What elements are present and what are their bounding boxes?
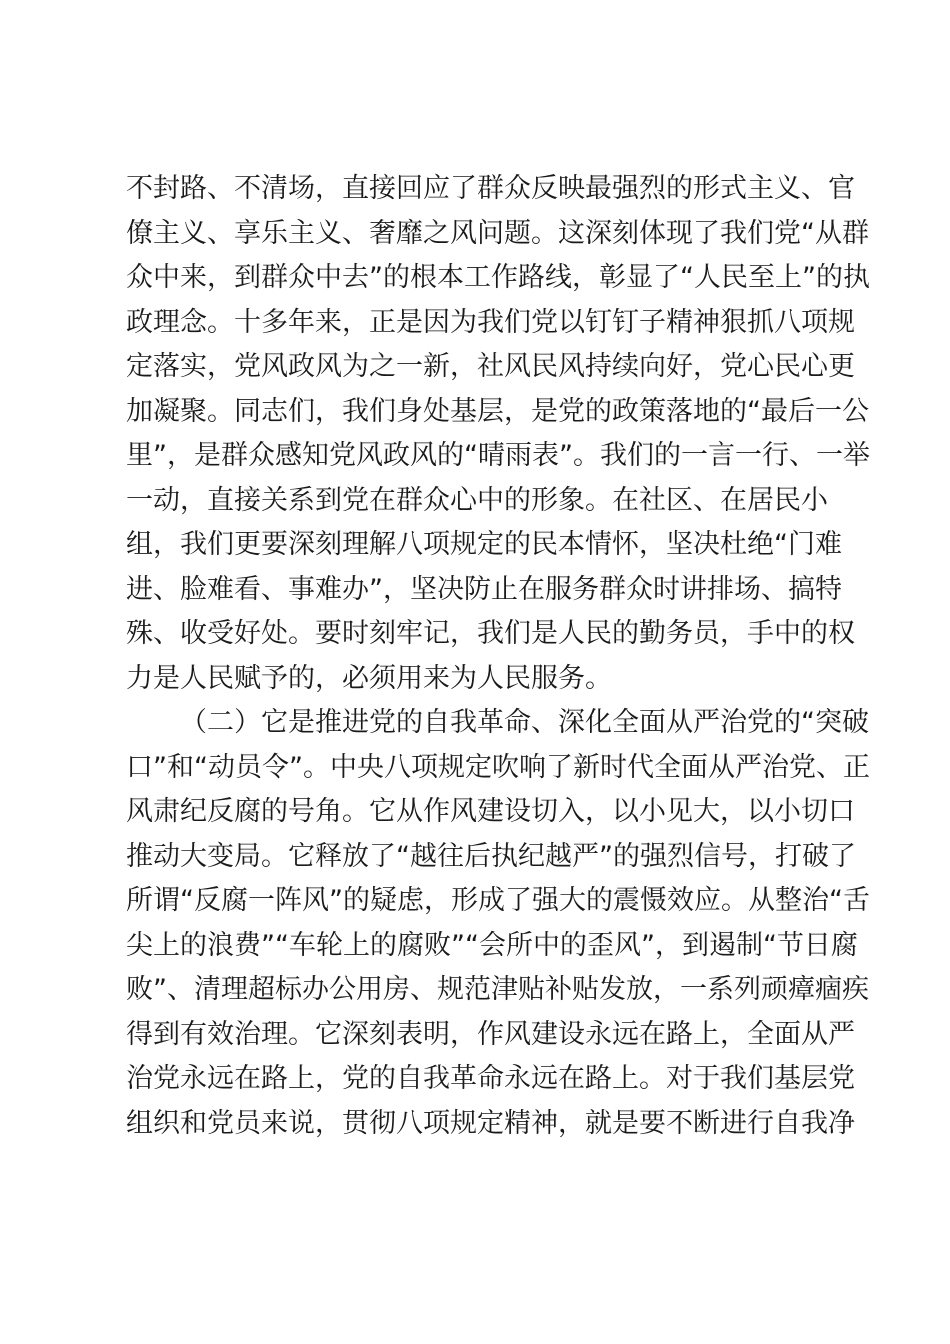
text-line: 口”和“动员令”。中央八项规定吹响了新时代全面从严治党、正 bbox=[126, 751, 870, 783]
text-line: 得到有效治理。它深刻表明，作风建设永远在路上，全面从严 bbox=[126, 1018, 855, 1050]
text-line: 所谓“反腐一阵风”的疑虑，形成了强大的震慑效应。从整治“舌 bbox=[126, 885, 870, 916]
text-line: 不封路、不清场，直接回应了群众反映最强烈的形式主义、官 bbox=[126, 173, 855, 204]
text-line: 进、脸难看、事难办”，坚决防止在服务群众时讲排场、搞特 bbox=[126, 573, 842, 605]
section-heading-line: （二）它是推进党的自我革命、深化全面从严治党的“突破 bbox=[180, 707, 869, 738]
text-line: 殊、收受好处。要时刻牢记，我们是人民的勤务员，手中的权 bbox=[126, 618, 855, 649]
text-line: 众中来，到群众中去”的根本工作路线，彰显了“人民至上”的执 bbox=[126, 262, 870, 293]
text-line: 加凝聚。同志们，我们身处基层，是党的政策落地的“最后一公 bbox=[126, 395, 869, 427]
text-line: 治党永远在路上，党的自我革命永远在路上。对于我们基层党 bbox=[126, 1063, 855, 1094]
text-line: 推动大变局。它释放了“越往后执纪越严”的强烈信号，打破了 bbox=[126, 840, 856, 872]
text-line: 组，我们更要深刻理解八项规定的民本情怀，坚决杜绝“门难 bbox=[126, 529, 842, 560]
text-line: 风肃纪反腐的号角。它从作风建设切入，以小见大，以小切口 bbox=[126, 796, 855, 827]
text-line: 政理念。十多年来，正是因为我们党以钉钉子精神狠抓八项规 bbox=[126, 306, 855, 338]
body-text bbox=[126, 167, 870, 1146]
text-line: 定落实，党风政风为之一新，社风民风持续向好，党心民心更 bbox=[126, 351, 855, 382]
text-line: 组织和党员来说，贯彻八项规定精神，就是要不断进行自我净 bbox=[126, 1107, 855, 1139]
text-line: 败”、清理超标办公用房、规范津贴补贴发放，一系列顽瘴痼疾 bbox=[126, 974, 869, 1005]
text-line: 力是人民赋予的，必须用来为人民服务。 bbox=[126, 662, 612, 694]
text-line: 里”，是群众感知党风政风的“晴雨表”。我们的一言一行、一举 bbox=[126, 440, 870, 471]
text-line: 一动，直接关系到党在群众心中的形象。在社区、在居民小 bbox=[126, 484, 828, 516]
text-line: 尖上的浪费”“车轮上的腐败”“会所中的歪风”，到遏制“节日腐 bbox=[126, 929, 858, 961]
text-line: 僚主义、享乐主义、奢靡之风问题。这深刻体现了我们党“从群 bbox=[126, 217, 869, 249]
